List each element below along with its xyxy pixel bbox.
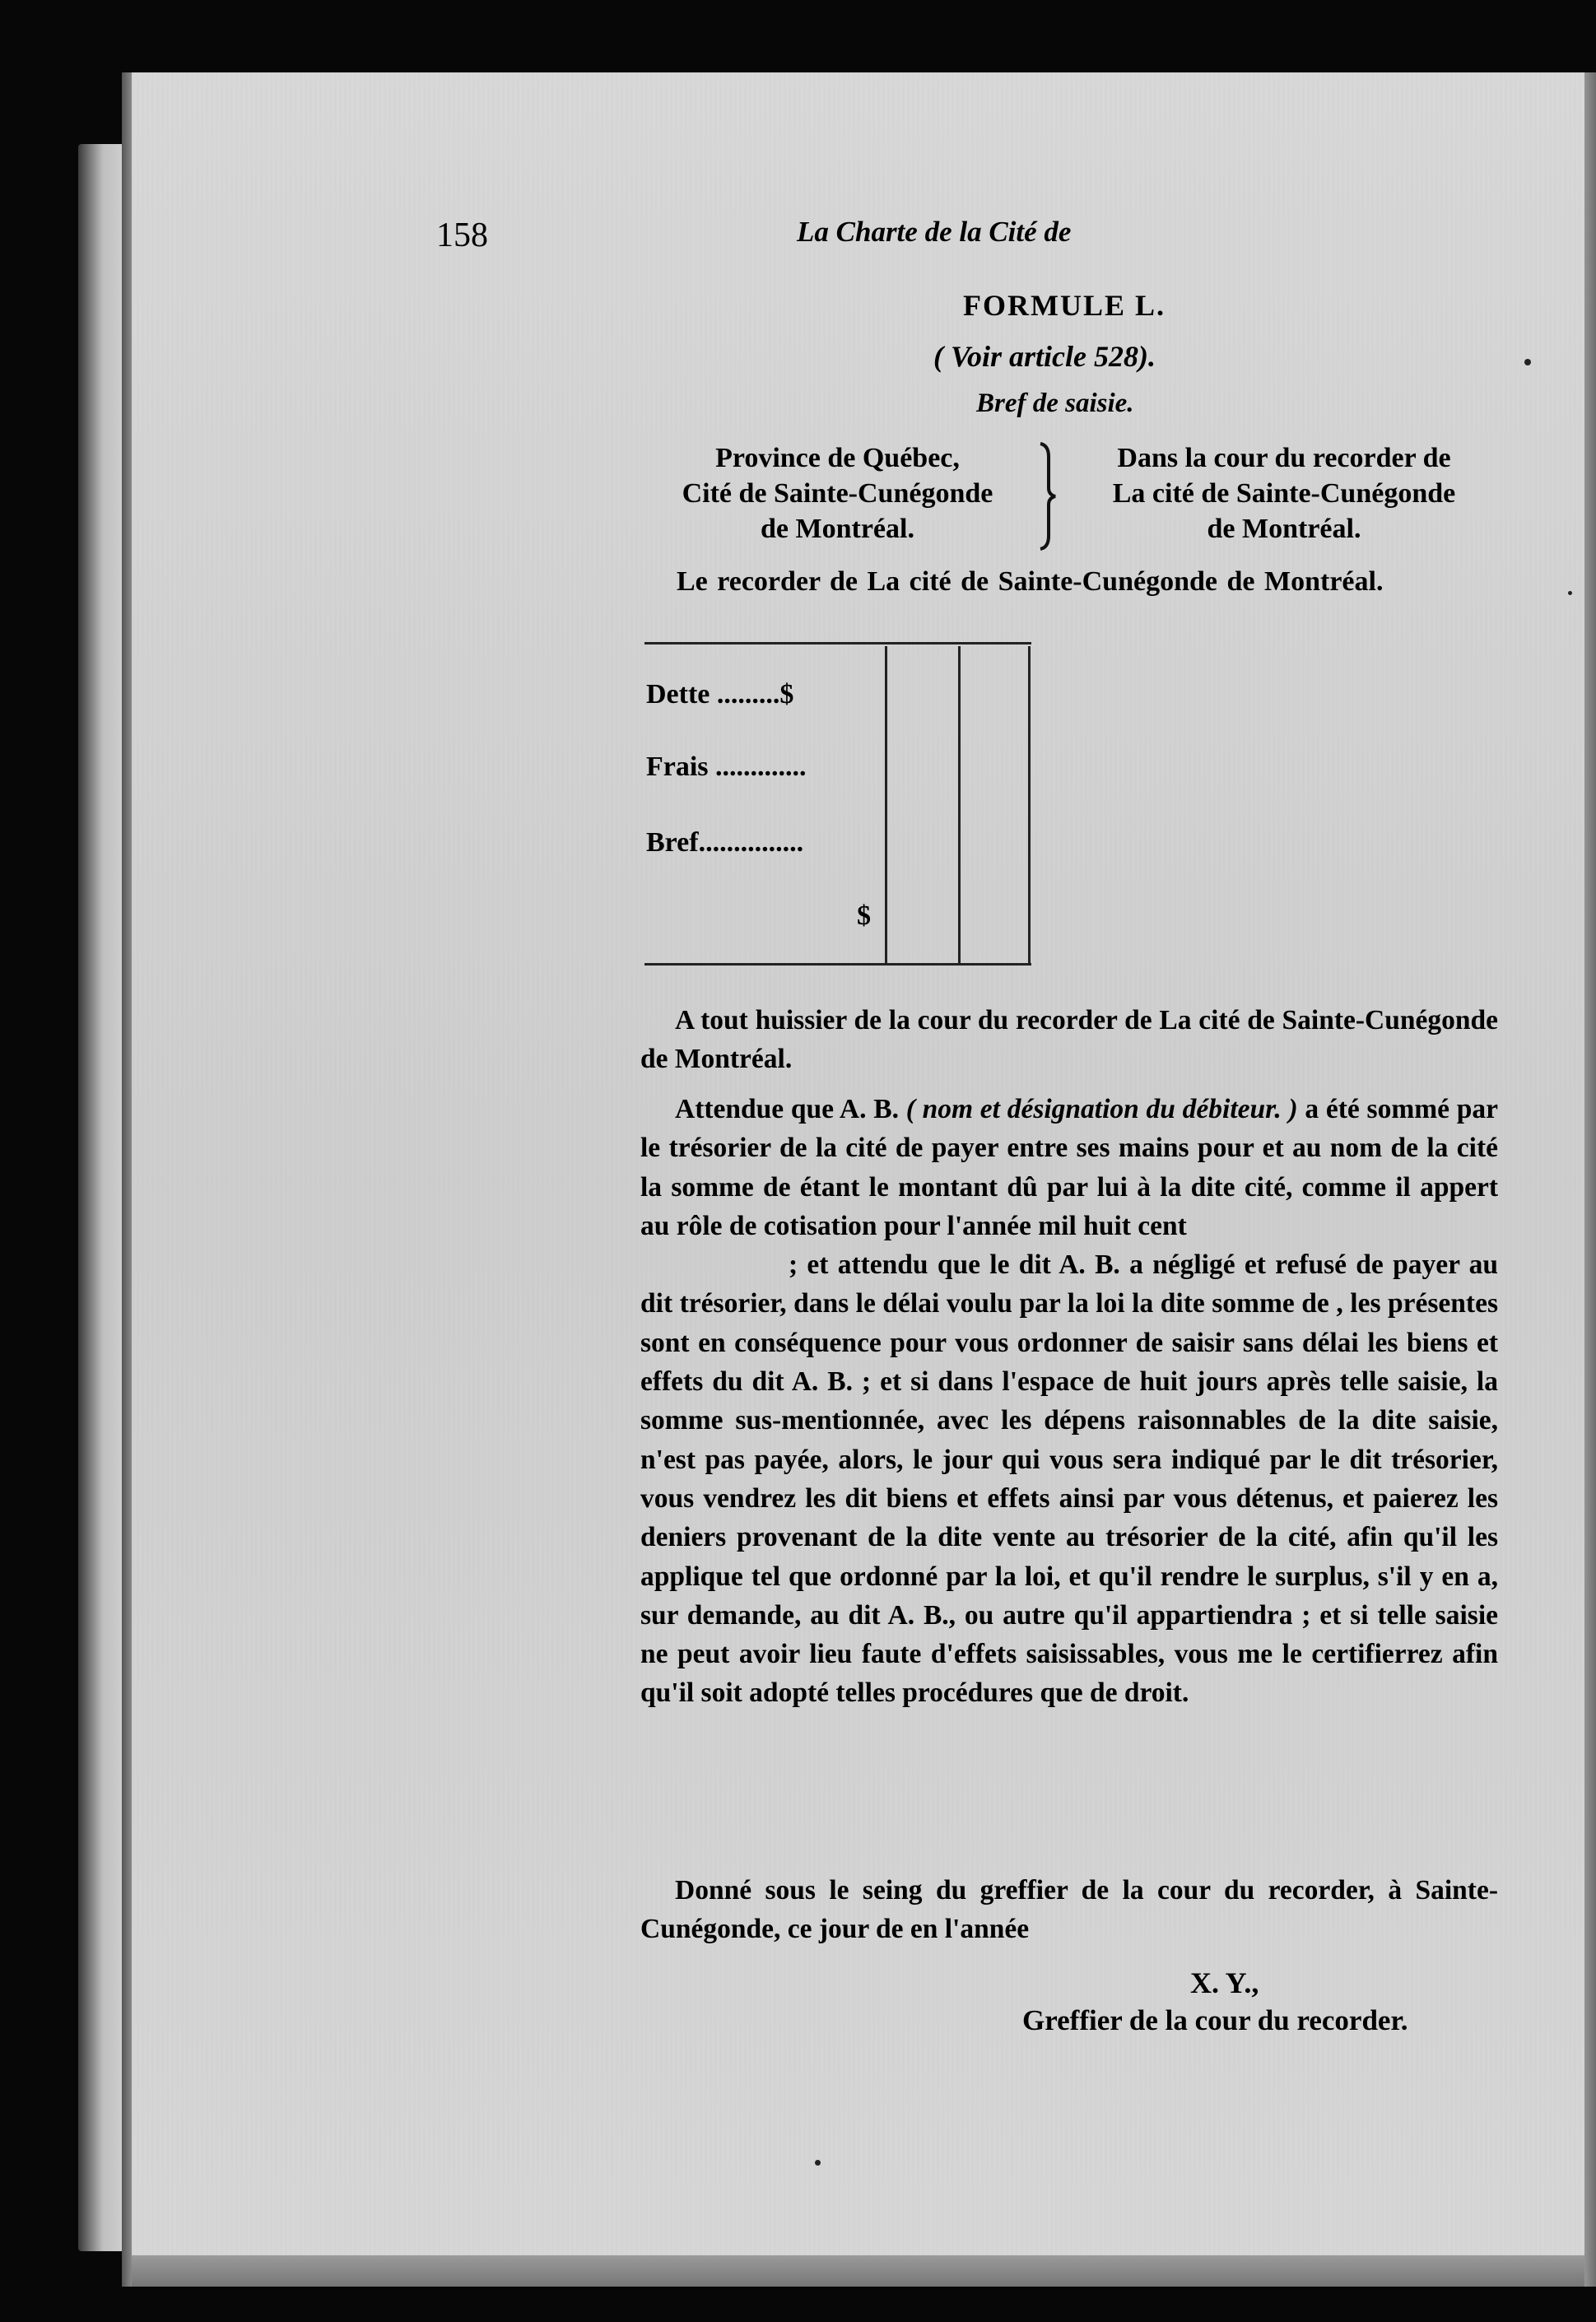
closing-paragraph: [640, 1871, 1498, 1949]
main-paragraph-text: [640, 1090, 1498, 1245]
article-reference: ( Voir article 528).: [933, 340, 1156, 373]
form-title: FORMULE L.: [963, 289, 1166, 322]
para-before: Attendue que A. B.: [675, 1094, 899, 1124]
main-paragraph: [640, 1090, 1498, 1713]
caption-right: [1070, 440, 1498, 547]
caption-left: [650, 440, 1025, 547]
main-paragraph-continuation: ; et attendu que le dit A. B. a négligé et refusé de payer au dit trésorier, dans le délai voulu par la loi la dite somme de , les présentes sont en conséquence pour vous ordonner de saisir sans délai les biens et effets du dit A. B. ; et si dans l'espace de huit jours après telle saisie, la somme sus-mentionnée, avec les dépens raisonnables de la dite saisie, n'est pas payée, alors, le jour qui vous sera indiqué par le dit trésorier, vous vendrez les dit biens et effets ainsi par vous détenus, et paierez les deniers provenant de la dite vente au trésorier de la cité, afin qu'il les applique tel que ordonné par la loi, et qu'il rendre le surplus, s'il y en a, sur demande, au dit A. B., ou autre qu'il appartiendra ; et si telle saisie ne peut avoir lieu faute d'effets saisissables, vous me le certifierrez afin qu'il soit adopté telles procédures que de droit.: [640, 1249, 1498, 1709]
signature-title: Greffier de la cour du recorder.: [1022, 2004, 1408, 2036]
page-number: 158: [436, 216, 488, 254]
ledger-column-rule: [1028, 646, 1031, 963]
ledger-row-bref: Bref...............: [646, 827, 804, 858]
debtor-placeholder: ( nom et désignation du débiteur. ): [905, 1094, 1298, 1124]
ledger-row-frais: Frais .............: [646, 752, 807, 782]
caption-left-line: Province de Québec,: [715, 443, 960, 473]
scan-speck: [1524, 359, 1531, 365]
signature-initials: X. Y.,: [1190, 1966, 1259, 1999]
ledger-column-rule: [958, 646, 961, 963]
ledger-column-rule: [885, 646, 887, 963]
scan-speck: [1568, 591, 1572, 595]
address-paragraph: [640, 1001, 1498, 1079]
address-text: A tout huissier de la cour du recorder de La cité de Sainte-Cunégonde de Montréal.: [640, 1005, 1498, 1075]
scan-speck: [815, 2160, 821, 2166]
closing-text: Donné sous le seing du greffier de la cour du recorder, à Sainte-Cunégonde, ce jour de en l'année: [640, 1875, 1498, 1945]
page-bottom-edge: [132, 2255, 1584, 2287]
form-heading: Bref de saisie.: [976, 389, 1134, 418]
para-after: a été sommé par le trésorier de la cité de payer entre ses mains pour et au nom de la cité la somme de étant le montant dû par lui à la dite cité, comme il appert au rôle de cotisation pour l'année mil huit cent: [640, 1094, 1498, 1241]
ledger-total-symbol: $: [857, 900, 871, 931]
ledger-bottom-rule: [644, 963, 1031, 966]
caption-left-line: Cité de Sainte-Cunégonde: [682, 478, 993, 509]
running-title: La Charte de la Cité de: [797, 216, 1072, 248]
recorder-line: Le recorder de La cité de Sainte-Cunégonde de Montréal.: [677, 566, 1384, 597]
caption-right-line: de Montréal.: [1207, 514, 1361, 544]
ledger-row-dette: Dette .........$: [646, 679, 794, 710]
caption-right-line: Dans la cour du recorder de: [1117, 443, 1451, 473]
ledger-top-rule: [644, 642, 1031, 644]
caption-left-line: de Montréal.: [761, 514, 914, 544]
caption-brace: [1031, 439, 1063, 554]
costs-ledger: [644, 642, 1031, 967]
caption-right-line: La cité de Sainte-Cunégonde: [1112, 478, 1456, 509]
